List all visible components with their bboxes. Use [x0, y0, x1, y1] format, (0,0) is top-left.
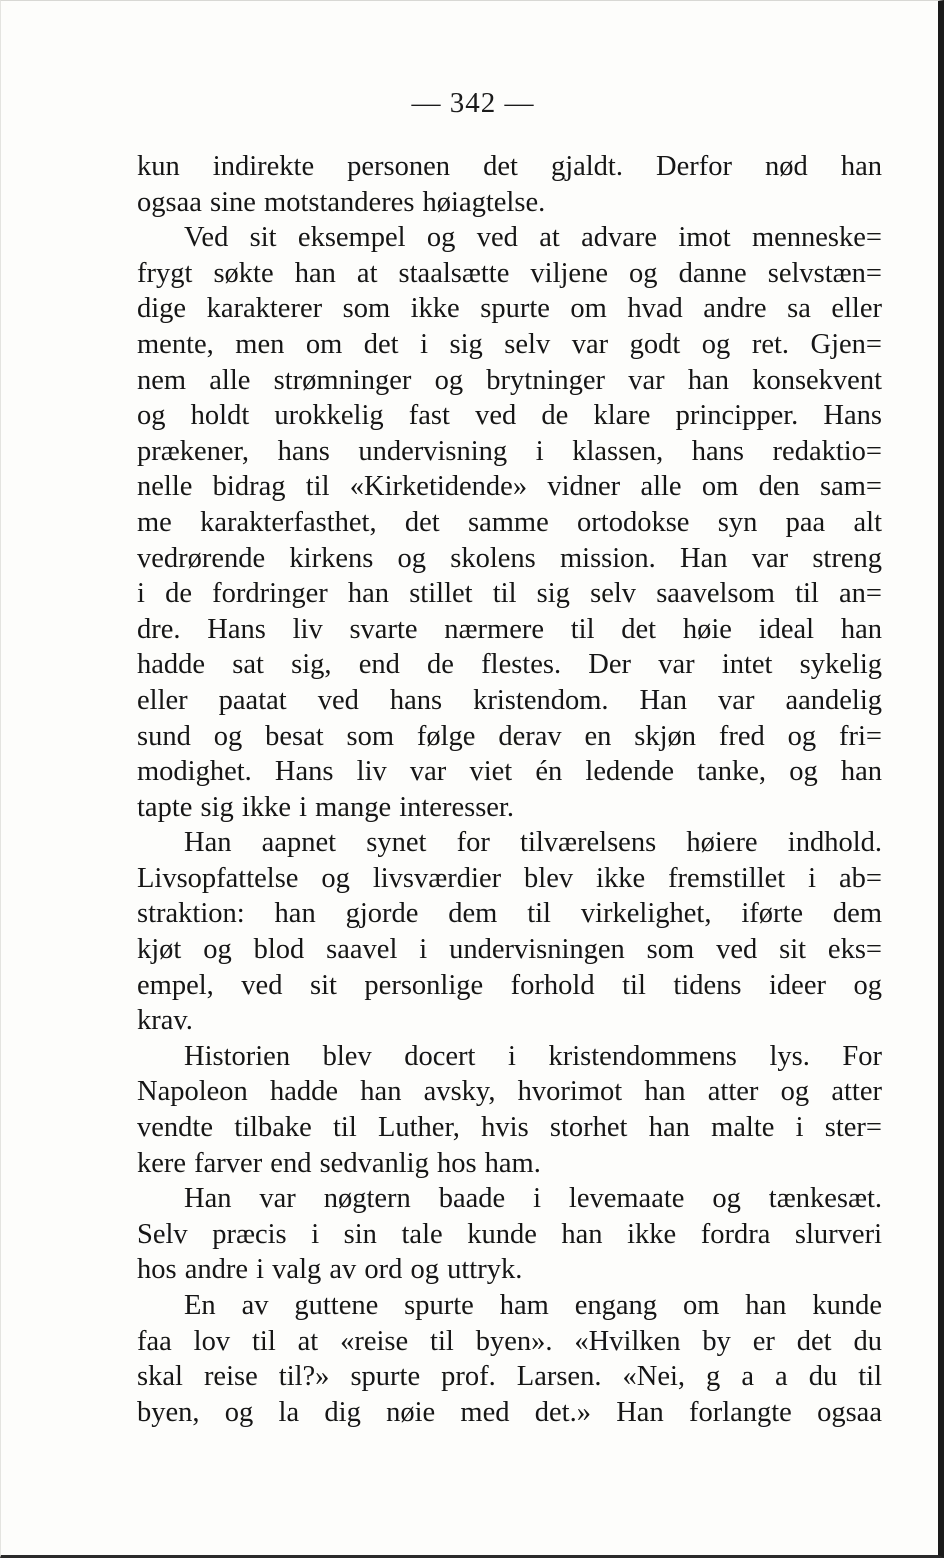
text-line: straktion: han gjorde dem til virkelighet, iførte dem [137, 898, 882, 930]
paragraph [137, 149, 882, 220]
text-line: kjøt og blod saavel i undervisningen som ved sit eks= [137, 934, 882, 966]
text-line: dre. Hans liv svarte nærmere til det høie ideal han [137, 613, 882, 645]
text-line: dige karakterer som ikke spurte om hvad andre sa eller [137, 293, 882, 325]
text-line: og holdt urokkelig fast ved de klare principper. Hans [137, 400, 882, 432]
text-line: Historien blev docert i kristendommens lys. For [184, 1040, 882, 1072]
text-line: kun indirekte personen det gjaldt. Derfor nød han [137, 151, 882, 182]
text-line: tapte sig ikke i mange interesser. [137, 791, 514, 823]
text-line: me karakterfasthet, det samme ortodokse syn paa alt [137, 506, 882, 538]
text-line: sund og besat som følge derav en skjøn fred og fri= [137, 720, 882, 752]
text-line: eller paatat ved hans kristendom. Han var aandelig [137, 684, 882, 716]
text-line: Han aapnet synet for tilværelsens høiere indhold. [184, 827, 882, 859]
paragraph [137, 220, 882, 825]
text-line: faa lov til at «reise til byen». «Hvilken by er det du [137, 1325, 882, 1357]
body-text [137, 149, 882, 1430]
paragraph [137, 825, 882, 1039]
paragraph [137, 1181, 882, 1288]
text-line: nelle bidrag til «Kirketidende» vidner alle om den sam= [137, 471, 882, 503]
text-line: modighet. Hans liv var viet én ledende tanke, og han [137, 756, 882, 788]
text-line: vedrørende kirkens og skolens mission. Han var streng [137, 542, 882, 574]
text-line: nem alle strømninger og brytninger var han konsekvent [137, 364, 882, 396]
text-line: empel, ved sit personlige forhold til tidens ideer og [137, 969, 882, 1001]
text-line: i de fordringer han stillet til sig selv saavelsom til an= [137, 578, 882, 610]
text-line: Livsopfattelse og livsværdier blev ikke fremstillet i ab= [137, 862, 882, 894]
text-line: Selv præcis i sin tale kunde han ikke fordra slurveri [137, 1218, 882, 1250]
text-line: Napoleon hadde han avsky, hvorimot han atter og atter [137, 1076, 882, 1108]
text-line: vendte tilbake til Luther, hvis storhet han malte i ster= [137, 1112, 882, 1144]
paragraph [137, 1039, 882, 1181]
text-line: ogsaa sine motstanderes høiagtelse. [137, 186, 546, 218]
text-line: skal reise til?» spurte prof. Larsen. «Nei, g a a du til [137, 1361, 882, 1393]
text-line: prækener, hans undervisning i klassen, hans redaktio= [137, 435, 882, 467]
text-line: kere farver end sedvanlig hos ham. [137, 1147, 541, 1179]
text-line: Ved sit eksempel og ved at advare imot menneske= [184, 222, 882, 254]
text-line: En av guttene spurte ham engang om han kunde [184, 1290, 882, 1321]
text-line: byen, og la dig nøie med det.» Han forlangte ogsaa [137, 1396, 882, 1428]
text-line: hadde sat sig, end de flestes. Der var intet sykelig [137, 649, 882, 681]
text-line: krav. [137, 1005, 193, 1037]
text-line: Han var nøgtern baade i levemaate og tænkesæt. [184, 1183, 882, 1215]
text-line: frygt søkte han at staalsætte viljene og danne selvstæn= [137, 257, 882, 289]
text-line: hos andre i valg av ord og uttryk. [137, 1254, 523, 1286]
text-line: mente, men om det i sig selv var godt og ret. Gjen= [137, 328, 882, 360]
page-number: — 342 — [411, 87, 535, 119]
paragraph [137, 1288, 882, 1430]
